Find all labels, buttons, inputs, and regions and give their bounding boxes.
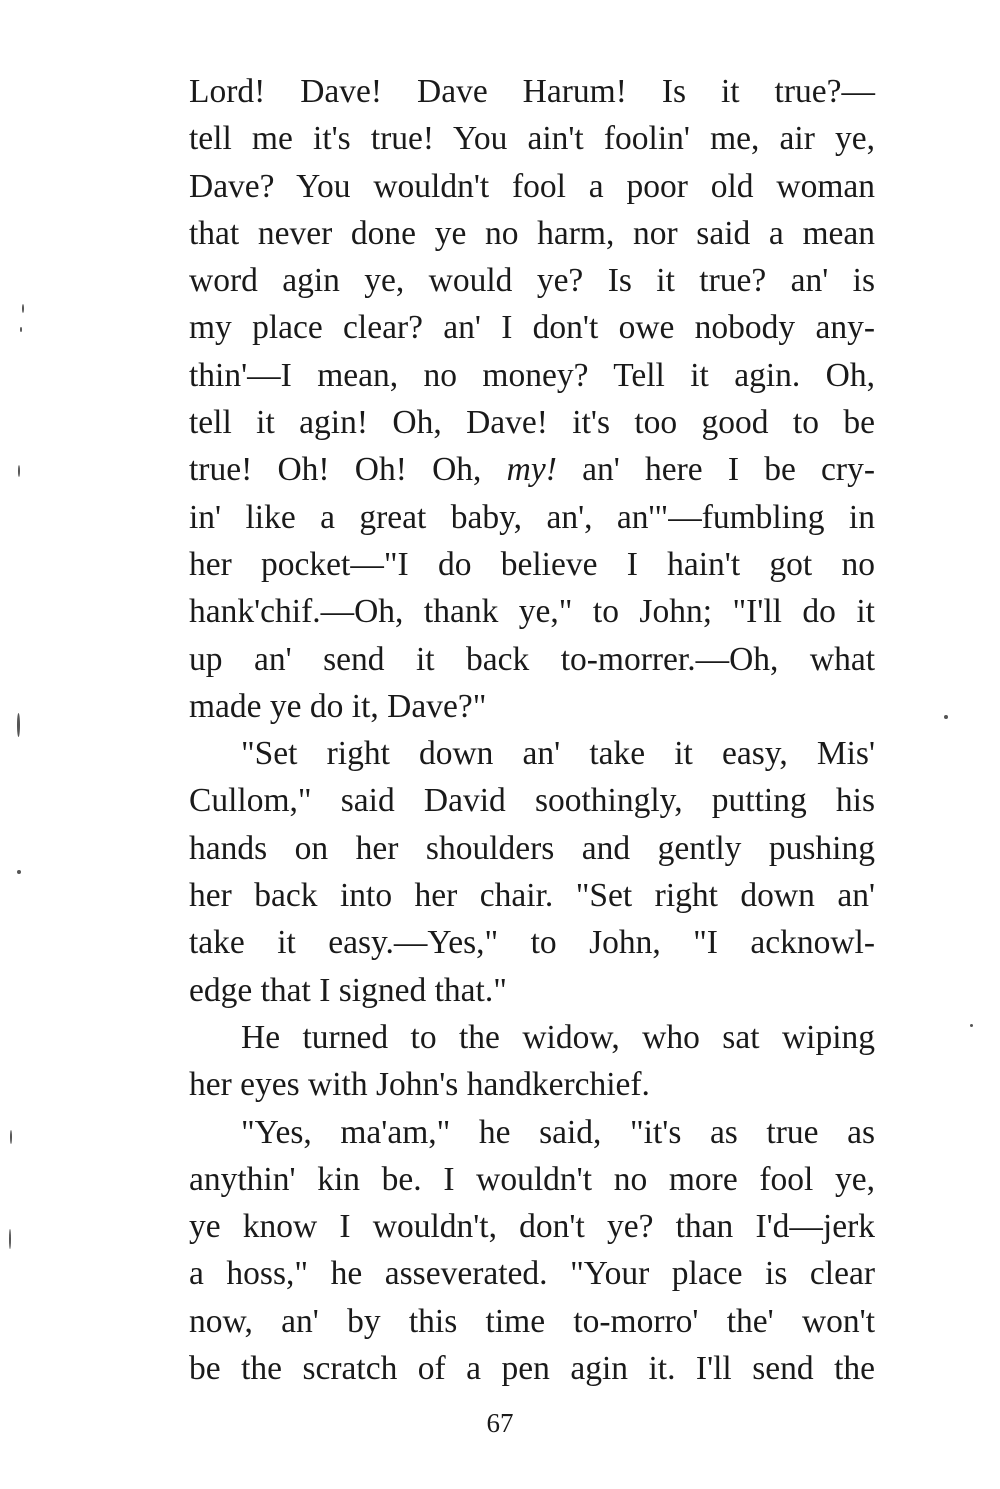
page-body xyxy=(189,68,875,1392)
text-line: her back into her chair. "Set right down an' xyxy=(189,877,875,915)
text-line: up an' send it back to-morrer.—Oh, what xyxy=(189,640,875,678)
text-line: her eyes with John's handkerchief. xyxy=(189,1066,650,1104)
text-line: be the scratch of a pen agin it. I'll send the xyxy=(189,1350,875,1388)
scan-speck xyxy=(9,1229,11,1249)
text-fragment: an' here I be cry- xyxy=(556,451,875,489)
text-line: Dave? You wouldn't fool a poor old woman xyxy=(189,167,875,205)
text-line: a hoss," he asseverated. "Your place is clear xyxy=(189,1255,875,1293)
scan-speck xyxy=(10,1130,12,1144)
page-number: 67 xyxy=(486,1408,514,1438)
text-line: edge that I signed that." xyxy=(189,971,507,1009)
scan-speck xyxy=(18,465,20,477)
text-line: He turned to the widow, who sat wiping xyxy=(241,1018,875,1056)
scan-speck xyxy=(944,715,948,719)
scan-speck xyxy=(970,1024,973,1027)
scan-speck xyxy=(22,304,24,313)
scan-speck xyxy=(17,713,20,737)
text-line: hands on her shoulders and gently pushing xyxy=(189,829,875,867)
text-line: in' like a great baby, an', an'"—fumbling in xyxy=(189,498,875,536)
text-line: that never done ye no harm, nor said a mean xyxy=(189,214,875,252)
text-line: now, an' by this time to-morro' the' won't xyxy=(189,1302,875,1340)
text-line xyxy=(189,446,875,493)
text-fragment: true! Oh! Oh! Oh, xyxy=(189,451,507,489)
text-line: thin'—I mean, no money? Tell it agin. Oh, xyxy=(189,356,875,394)
scan-speck xyxy=(20,327,22,332)
scan-speck xyxy=(17,870,21,874)
text-line: "Set right down an' take it easy, Mis' xyxy=(241,735,875,773)
text-line: made ye do it, Dave?" xyxy=(189,687,487,725)
text-line: tell it agin! Oh, Dave! it's too good to be xyxy=(189,404,875,442)
text-line: Cullom," said David soothingly, putting his xyxy=(189,782,875,820)
text-line: ye know I wouldn't, don't ye? than I'd—jerk xyxy=(189,1208,875,1246)
text-line: take it easy.—Yes," to John, "I acknowl- xyxy=(189,924,875,962)
text-line: word agin ye, would ye? Is it true? an' is xyxy=(189,262,875,300)
text-line: hank'chif.—Oh, thank ye," to John; "I'll do it xyxy=(189,593,875,631)
text-line: "Yes, ma'am," he said, "it's as true as xyxy=(241,1113,875,1151)
italic-emphasis: my! xyxy=(506,451,557,489)
text-line: tell me it's true! You ain't foolin' me, air ye, xyxy=(189,120,875,158)
text-line: anythin' kin be. I wouldn't no more fool ye, xyxy=(189,1160,875,1198)
text-line: my place clear? an' I don't owe nobody any- xyxy=(189,309,875,347)
text-line: Lord! Dave! Dave Harum! Is it true?— xyxy=(189,73,875,110)
text-line: her pocket—"I do believe I hain't got no xyxy=(189,545,875,583)
